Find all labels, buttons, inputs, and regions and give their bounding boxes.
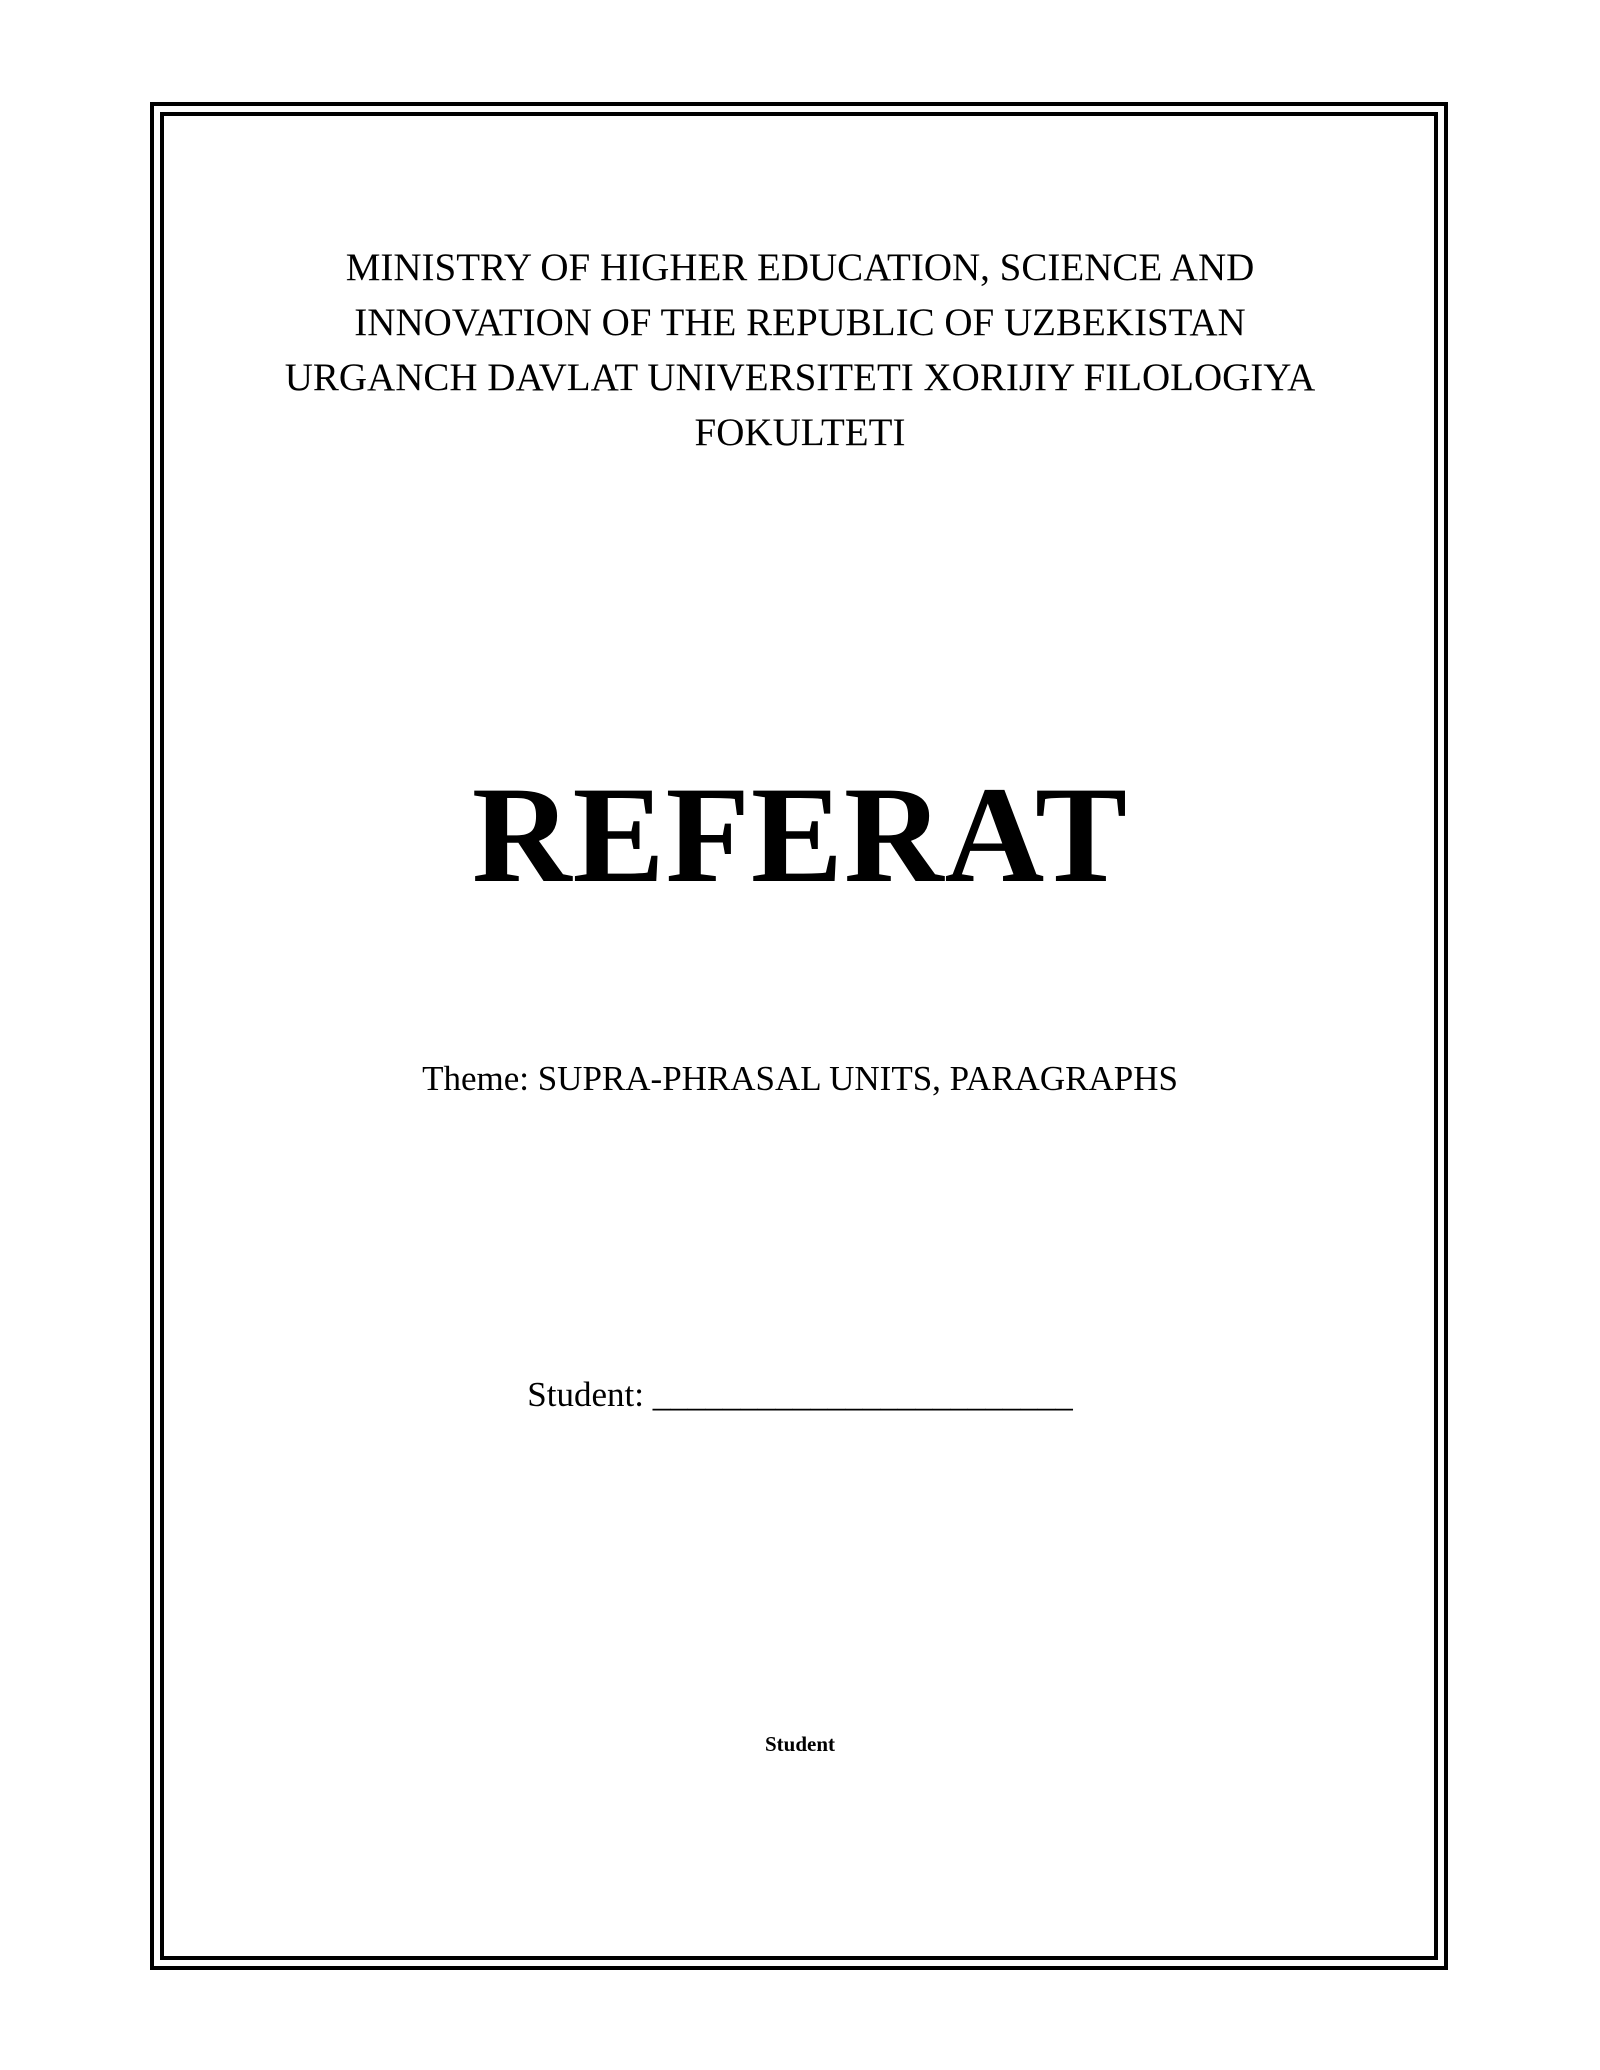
institution-header <box>200 240 1400 460</box>
header-line-4: FOKULTETI <box>694 411 906 454</box>
header-line-1: MINISTRY OF HIGHER EDUCATION, SCIENCE AND <box>345 246 1255 289</box>
theme-line: Theme: SUPRA-PHRASAL UNITS, PARAGRAPHS <box>422 1059 1178 1098</box>
header-line-2: INNOVATION OF THE REPUBLIC OF UZBEKISTAN <box>354 301 1246 344</box>
student-footer-label: Student <box>764 1732 836 1756</box>
header-line-3: URGANCH DAVLAT UNIVERSITETI XORIJIY FILOLOGIYA <box>284 356 1316 399</box>
document-title: REFERAT <box>471 758 1129 911</box>
student-name-line: Student: ________________________ <box>527 1375 1073 1414</box>
